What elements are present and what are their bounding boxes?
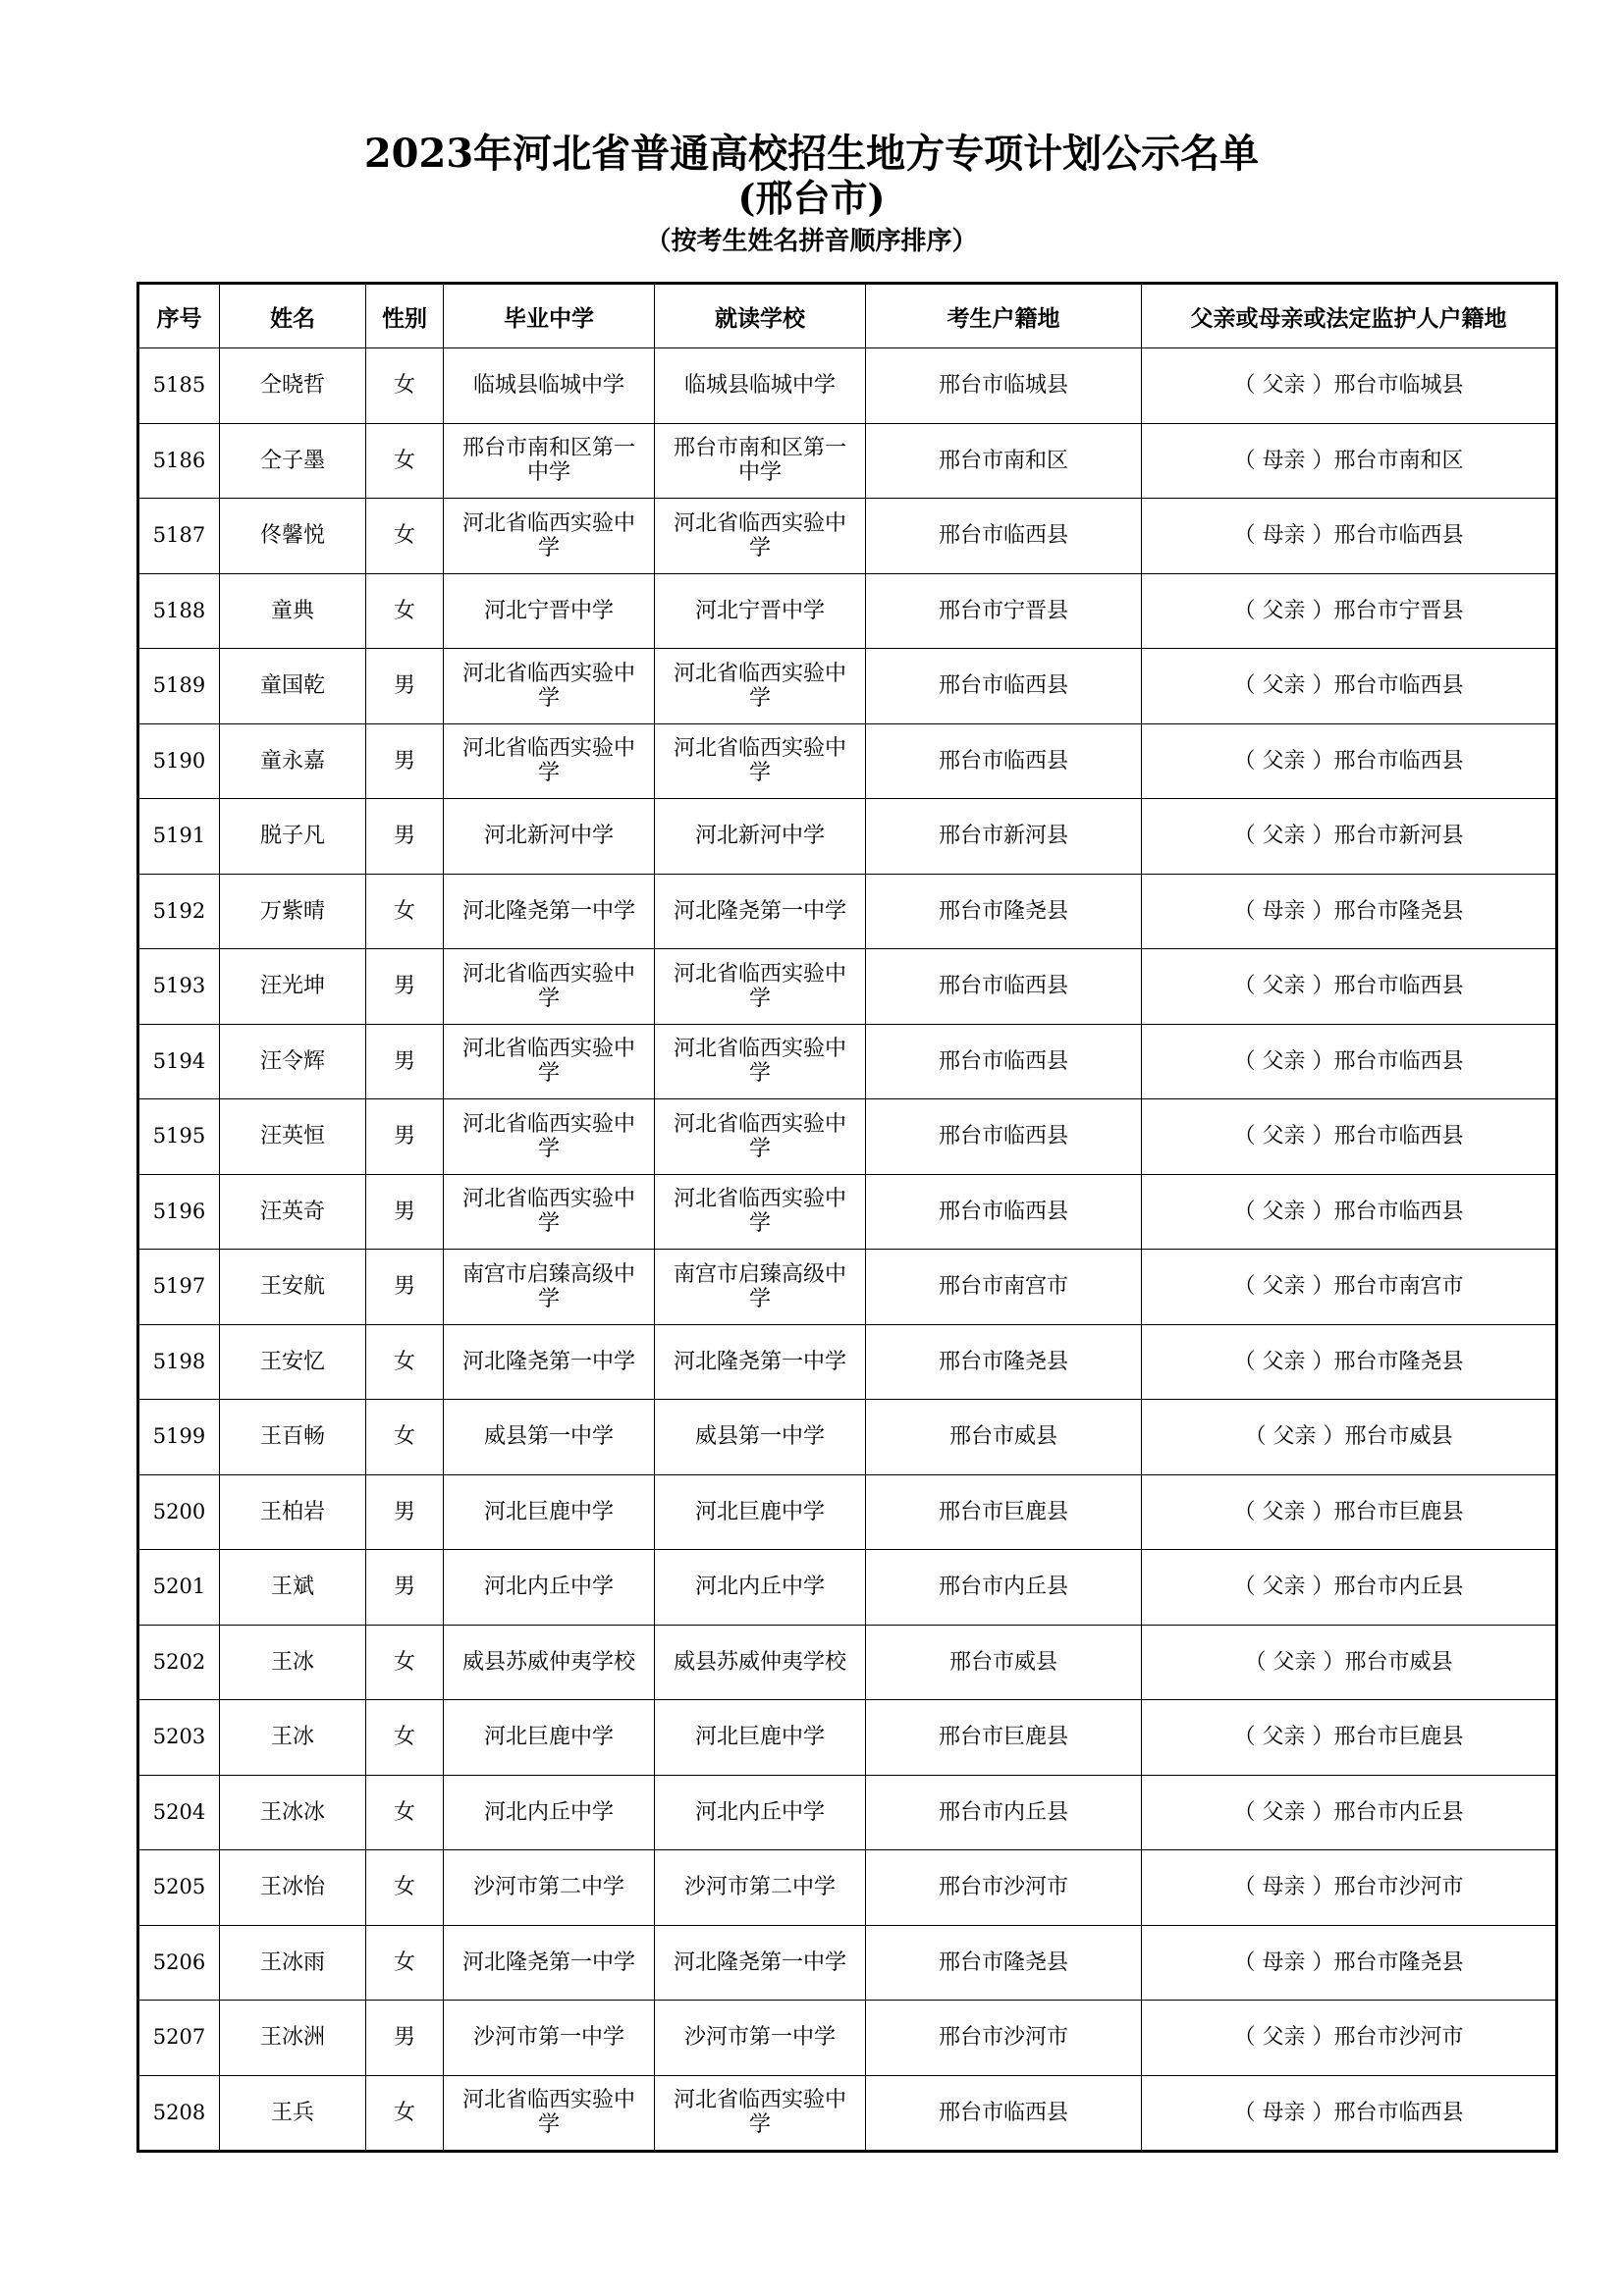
cell-graduation-school xyxy=(444,1550,655,1626)
cell-name: 汪英奇 xyxy=(220,1174,366,1250)
cell-student-hukou: 邢台市临西县 xyxy=(866,1174,1142,1250)
cell-serial: 5203 xyxy=(138,1700,220,1776)
cell-current-school xyxy=(655,649,866,724)
table-header-row xyxy=(138,284,1557,348)
cell-current-school-text: 河北省临西实验中学 xyxy=(673,661,846,711)
cell-graduation-school xyxy=(444,499,655,574)
cell-graduation-school-text: 河北宁晋中学 xyxy=(483,598,614,623)
cell-serial: 5207 xyxy=(138,2001,220,2076)
cell-name: 王柏岩 xyxy=(220,1474,366,1550)
cell-graduation-school xyxy=(444,1400,655,1475)
cell-graduation-school xyxy=(444,1250,655,1325)
cell-graduation-school xyxy=(444,649,655,724)
cell-current-school xyxy=(655,1700,866,1776)
cell-student-hukou: 邢台市巨鹿县 xyxy=(866,1474,1142,1550)
cell-parent-hukou: （ 父亲 ）邢台市南宫市 xyxy=(1142,1250,1557,1325)
cell-graduation-school-text: 河北隆尧第一中学 xyxy=(461,1349,635,1374)
cell-graduation-school xyxy=(444,423,655,499)
cell-current-school-text: 河北省临西实验中学 xyxy=(673,1187,846,1237)
cell-graduation-school xyxy=(444,723,655,799)
cell-gender: 男 xyxy=(366,649,444,724)
admission-list-table xyxy=(136,282,1558,2153)
cell-graduation-school-text: 威县苏威仲夷学校 xyxy=(461,1649,635,1675)
table-row xyxy=(138,1174,1557,1250)
cell-graduation-school-text: 河北省临西实验中学 xyxy=(461,961,635,1011)
cell-gender: 男 xyxy=(366,1474,444,1550)
cell-graduation-school xyxy=(444,1474,655,1550)
cell-student-hukou: 邢台市隆尧县 xyxy=(866,874,1142,949)
cell-graduation-school xyxy=(444,1625,655,1700)
cell-parent-hukou: （ 母亲 ）邢台市临西县 xyxy=(1142,2075,1557,2152)
cell-serial: 5200 xyxy=(138,1474,220,1550)
cell-current-school-text: 河北省临西实验中学 xyxy=(673,736,846,786)
cell-graduation-school-text: 临城县临城中学 xyxy=(472,373,624,399)
cell-gender: 女 xyxy=(366,348,444,424)
cell-gender: 女 xyxy=(366,1625,444,1700)
cell-graduation-school-text: 河北隆尧第一中学 xyxy=(461,1949,635,1975)
cell-student-hukou: 邢台市沙河市 xyxy=(866,1850,1142,1926)
header-current-school: 就读学校 xyxy=(655,284,866,348)
cell-parent-hukou: （ 父亲 ）邢台市新河县 xyxy=(1142,799,1557,875)
table-row xyxy=(138,499,1557,574)
cell-parent-hukou: （ 父亲 ）邢台市临西县 xyxy=(1142,1174,1557,1250)
cell-current-school xyxy=(655,874,866,949)
cell-parent-hukou: （ 父亲 ）邢台市临城县 xyxy=(1142,348,1557,424)
cell-student-hukou: 邢台市临西县 xyxy=(866,1024,1142,1099)
cell-name: 万紫晴 xyxy=(220,874,366,949)
cell-student-hukou: 邢台市隆尧县 xyxy=(866,1324,1142,1400)
cell-gender: 男 xyxy=(366,949,444,1025)
cell-name: 王安忆 xyxy=(220,1324,366,1400)
cell-current-school xyxy=(655,799,866,875)
cell-graduation-school xyxy=(444,1174,655,1250)
table-row xyxy=(138,1400,1557,1475)
cell-student-hukou: 邢台市隆尧县 xyxy=(866,1925,1142,2001)
cell-graduation-school-text: 河北新河中学 xyxy=(483,824,614,849)
cell-graduation-school xyxy=(444,1925,655,2001)
cell-graduation-school-text: 河北内丘中学 xyxy=(483,1575,614,1600)
header-graduation-school: 毕业中学 xyxy=(444,284,655,348)
cell-graduation-school xyxy=(444,949,655,1025)
cell-gender: 女 xyxy=(366,1775,444,1850)
cell-student-hukou: 邢台市临西县 xyxy=(866,1099,1142,1175)
cell-current-school xyxy=(655,1925,866,2001)
cell-current-school-text: 河北省临西实验中学 xyxy=(673,1111,846,1161)
cell-current-school xyxy=(655,1174,866,1250)
cell-name: 仝晓哲 xyxy=(220,348,366,424)
table-row xyxy=(138,799,1557,875)
table-row xyxy=(138,1850,1557,1926)
cell-serial: 5199 xyxy=(138,1400,220,1475)
header-parent-hukou: 父亲或母亲或法定监护人户籍地 xyxy=(1142,284,1557,348)
cell-graduation-school xyxy=(444,1700,655,1776)
cell-gender: 女 xyxy=(366,1400,444,1475)
cell-graduation-school xyxy=(444,874,655,949)
page-title: 2023年河北省普通高校招生地方专项计划公示名单 xyxy=(363,131,1260,177)
cell-current-school-text: 河北新河中学 xyxy=(694,824,825,849)
cell-current-school-text: 河北内丘中学 xyxy=(694,1575,825,1600)
cell-current-school-text: 河北省临西实验中学 xyxy=(673,2088,846,2138)
cell-current-school xyxy=(655,2001,866,2076)
cell-current-school xyxy=(655,1024,866,1099)
cell-serial: 5204 xyxy=(138,1775,220,1850)
table-row xyxy=(138,1700,1557,1776)
cell-parent-hukou: （ 父亲 ）邢台市临西县 xyxy=(1142,649,1557,724)
cell-name: 汪令辉 xyxy=(220,1024,366,1099)
cell-current-school-text: 河北隆尧第一中学 xyxy=(673,1949,846,1975)
cell-serial: 5198 xyxy=(138,1324,220,1400)
cell-gender: 女 xyxy=(366,2075,444,2152)
cell-name: 童典 xyxy=(220,573,366,649)
cell-gender: 男 xyxy=(366,1024,444,1099)
cell-current-school xyxy=(655,949,866,1025)
table-row xyxy=(138,1099,1557,1175)
cell-name: 王安航 xyxy=(220,1250,366,1325)
cell-current-school xyxy=(655,1400,866,1475)
cell-name: 王冰 xyxy=(220,1625,366,1700)
table-row xyxy=(138,423,1557,499)
cell-serial: 5196 xyxy=(138,1174,220,1250)
cell-name: 王百畅 xyxy=(220,1400,366,1475)
cell-serial: 5189 xyxy=(138,649,220,724)
cell-name: 佟馨悦 xyxy=(220,499,366,574)
cell-current-school xyxy=(655,499,866,574)
cell-parent-hukou: （ 父亲 ）邢台市临西县 xyxy=(1142,1024,1557,1099)
cell-graduation-school-text: 南宫市启臻高级中学 xyxy=(461,1261,635,1311)
cell-name: 王冰雨 xyxy=(220,1925,366,2001)
cell-parent-hukou: （ 父亲 ）邢台市宁晋县 xyxy=(1142,573,1557,649)
cell-current-school-text: 威县苏威仲夷学校 xyxy=(673,1649,846,1675)
table-row xyxy=(138,949,1557,1025)
cell-graduation-school xyxy=(444,1099,655,1175)
cell-current-school xyxy=(655,573,866,649)
cell-gender: 男 xyxy=(366,1550,444,1626)
table-row xyxy=(138,1775,1557,1850)
cell-serial: 5193 xyxy=(138,949,220,1025)
cell-graduation-school-text: 河北省临西实验中学 xyxy=(461,1187,635,1237)
cell-graduation-school-text: 邢台市南和区第一中学 xyxy=(461,436,635,486)
table-body xyxy=(138,348,1557,2152)
cell-current-school xyxy=(655,1099,866,1175)
cell-current-school-text: 沙河市第二中学 xyxy=(683,1875,836,1900)
cell-current-school-text: 河北隆尧第一中学 xyxy=(673,898,846,924)
table-row xyxy=(138,1474,1557,1550)
cell-serial: 5206 xyxy=(138,1925,220,2001)
cell-student-hukou: 邢台市威县 xyxy=(866,1625,1142,1700)
cell-gender: 女 xyxy=(366,1925,444,2001)
cell-serial: 5195 xyxy=(138,1099,220,1175)
table-row xyxy=(138,2075,1557,2152)
cell-gender: 女 xyxy=(366,1700,444,1776)
table-row xyxy=(138,2001,1557,2076)
table-row xyxy=(138,1324,1557,1400)
table-row xyxy=(138,573,1557,649)
header-gender: 性别 xyxy=(366,284,444,348)
cell-graduation-school-text: 河北隆尧第一中学 xyxy=(461,898,635,924)
cell-serial: 5188 xyxy=(138,573,220,649)
cell-serial: 5208 xyxy=(138,2075,220,2152)
cell-current-school-text: 威县第一中学 xyxy=(694,1424,825,1450)
cell-student-hukou: 邢台市新河县 xyxy=(866,799,1142,875)
cell-serial: 5192 xyxy=(138,874,220,949)
cell-student-hukou: 邢台市临西县 xyxy=(866,723,1142,799)
cell-gender: 女 xyxy=(366,1850,444,1926)
cell-current-school xyxy=(655,723,866,799)
cell-current-school-text: 邢台市南和区第一中学 xyxy=(673,436,846,486)
cell-name: 童永嘉 xyxy=(220,723,366,799)
cell-graduation-school xyxy=(444,1850,655,1926)
cell-student-hukou: 邢台市临西县 xyxy=(866,499,1142,574)
cell-name: 汪光坤 xyxy=(220,949,366,1025)
cell-student-hukou: 邢台市南宫市 xyxy=(866,1250,1142,1325)
cell-parent-hukou: （ 父亲 ）邢台市临西县 xyxy=(1142,1099,1557,1175)
cell-gender: 女 xyxy=(366,1324,444,1400)
cell-current-school-text: 南宫市启臻高级中学 xyxy=(673,1261,846,1311)
cell-current-school xyxy=(655,1625,866,1700)
cell-student-hukou: 邢台市内丘县 xyxy=(866,1550,1142,1626)
cell-graduation-school-text: 河北省临西实验中学 xyxy=(461,661,635,711)
cell-current-school-text: 河北巨鹿中学 xyxy=(694,1725,825,1750)
cell-graduation-school-text: 沙河市第一中学 xyxy=(472,2025,624,2051)
cell-graduation-school xyxy=(444,1024,655,1099)
header-name: 姓名 xyxy=(220,284,366,348)
cell-graduation-school xyxy=(444,2001,655,2076)
cell-student-hukou: 邢台市巨鹿县 xyxy=(866,1700,1142,1776)
cell-current-school-text: 河北宁晋中学 xyxy=(694,598,825,623)
cell-serial: 5185 xyxy=(138,348,220,424)
cell-graduation-school xyxy=(444,348,655,424)
cell-current-school xyxy=(655,348,866,424)
cell-parent-hukou: （ 父亲 ）邢台市内丘县 xyxy=(1142,1550,1557,1626)
table-row xyxy=(138,1024,1557,1099)
cell-current-school-text: 沙河市第一中学 xyxy=(683,2025,836,2051)
table-row xyxy=(138,1250,1557,1325)
cell-gender: 男 xyxy=(366,1250,444,1325)
cell-name: 王冰 xyxy=(220,1700,366,1776)
cell-current-school-text: 河北隆尧第一中学 xyxy=(673,1349,846,1374)
cell-graduation-school xyxy=(444,1324,655,1400)
cell-student-hukou: 邢台市内丘县 xyxy=(866,1775,1142,1850)
cell-name: 王斌 xyxy=(220,1550,366,1626)
cell-parent-hukou: （ 母亲 ）邢台市隆尧县 xyxy=(1142,874,1557,949)
cell-gender: 男 xyxy=(366,799,444,875)
cell-student-hukou: 邢台市临西县 xyxy=(866,949,1142,1025)
cell-current-school xyxy=(655,1775,866,1850)
cell-serial: 5191 xyxy=(138,799,220,875)
cell-parent-hukou: （ 父亲 ）邢台市临西县 xyxy=(1142,723,1557,799)
sort-note: （按考生姓名拼音顺序排序） xyxy=(645,227,978,256)
cell-serial: 5202 xyxy=(138,1625,220,1700)
cell-current-school-text: 河北省临西实验中学 xyxy=(673,1037,846,1087)
cell-name: 王冰冰 xyxy=(220,1775,366,1850)
cell-graduation-school-text: 河北省临西实验中学 xyxy=(461,510,635,561)
table-row xyxy=(138,348,1557,424)
cell-graduation-school-text: 河北巨鹿中学 xyxy=(483,1499,614,1524)
cell-student-hukou: 邢台市南和区 xyxy=(866,423,1142,499)
cell-graduation-school xyxy=(444,1775,655,1850)
cell-gender: 男 xyxy=(366,723,444,799)
cell-gender: 女 xyxy=(366,573,444,649)
cell-serial: 5186 xyxy=(138,423,220,499)
cell-current-school-text: 河北省临西实验中学 xyxy=(673,510,846,561)
cell-student-hukou: 邢台市宁晋县 xyxy=(866,573,1142,649)
cell-student-hukou: 邢台市威县 xyxy=(866,1400,1142,1475)
cell-parent-hukou: （ 母亲 ）邢台市南和区 xyxy=(1142,423,1557,499)
cell-graduation-school xyxy=(444,799,655,875)
cell-name: 王冰怡 xyxy=(220,1850,366,1926)
cell-serial: 5194 xyxy=(138,1024,220,1099)
cell-serial: 5187 xyxy=(138,499,220,574)
cell-name: 脱子凡 xyxy=(220,799,366,875)
cell-current-school xyxy=(655,1324,866,1400)
cell-parent-hukou: （ 母亲 ）邢台市沙河市 xyxy=(1142,1850,1557,1926)
cell-gender: 男 xyxy=(366,1099,444,1175)
cell-name: 仝子墨 xyxy=(220,423,366,499)
cell-graduation-school-text: 威县第一中学 xyxy=(483,1424,614,1450)
cell-current-school xyxy=(655,1250,866,1325)
cell-serial: 5201 xyxy=(138,1550,220,1626)
cell-parent-hukou: （ 母亲 ）邢台市临西县 xyxy=(1142,499,1557,574)
cell-graduation-school-text: 河北省临西实验中学 xyxy=(461,2088,635,2138)
cell-graduation-school-text: 河北巨鹿中学 xyxy=(483,1725,614,1750)
cell-name: 王兵 xyxy=(220,2075,366,2152)
cell-parent-hukou: （ 父亲 ）邢台市沙河市 xyxy=(1142,2001,1557,2076)
cell-parent-hukou: （ 父亲 ）邢台市巨鹿县 xyxy=(1142,1474,1557,1550)
table-row xyxy=(138,723,1557,799)
cell-graduation-school xyxy=(444,573,655,649)
cell-current-school-text: 河北巨鹿中学 xyxy=(694,1499,825,1524)
header-student-hukou: 考生户籍地 xyxy=(866,284,1142,348)
cell-current-school-text: 临城县临城中学 xyxy=(683,373,836,399)
cell-parent-hukou: （ 父亲 ）邢台市内丘县 xyxy=(1142,1775,1557,1850)
cell-graduation-school-text: 沙河市第二中学 xyxy=(472,1875,624,1900)
cell-name: 汪英恒 xyxy=(220,1099,366,1175)
cell-current-school-text: 河北省临西实验中学 xyxy=(673,961,846,1011)
header-serial: 序号 xyxy=(138,284,220,348)
cell-graduation-school xyxy=(444,2075,655,2152)
cell-student-hukou: 邢台市沙河市 xyxy=(866,2001,1142,2076)
cell-serial: 5190 xyxy=(138,723,220,799)
cell-parent-hukou: （ 父亲 ）邢台市临西县 xyxy=(1142,949,1557,1025)
cell-current-school xyxy=(655,1550,866,1626)
cell-parent-hukou: （ 父亲 ）邢台市威县 xyxy=(1142,1625,1557,1700)
table-row xyxy=(138,649,1557,724)
cell-gender: 女 xyxy=(366,423,444,499)
cell-graduation-school-text: 河北内丘中学 xyxy=(483,1799,614,1825)
cell-parent-hukou: （ 父亲 ）邢台市巨鹿县 xyxy=(1142,1700,1557,1776)
table-row xyxy=(138,874,1557,949)
cell-serial: 5205 xyxy=(138,1850,220,1926)
cell-graduation-school-text: 河北省临西实验中学 xyxy=(461,1037,635,1087)
cell-current-school xyxy=(655,2075,866,2152)
cell-gender: 女 xyxy=(366,874,444,949)
cell-parent-hukou: （ 父亲 ）邢台市威县 xyxy=(1142,1400,1557,1475)
cell-graduation-school-text: 河北省临西实验中学 xyxy=(461,1111,635,1161)
table-row xyxy=(138,1625,1557,1700)
cell-name: 王冰洲 xyxy=(220,2001,366,2076)
cell-graduation-school-text: 河北省临西实验中学 xyxy=(461,736,635,786)
cell-student-hukou: 邢台市临西县 xyxy=(866,649,1142,724)
table-row xyxy=(138,1925,1557,2001)
cell-parent-hukou: （ 父亲 ）邢台市隆尧县 xyxy=(1142,1324,1557,1400)
cell-gender: 女 xyxy=(366,499,444,574)
cell-student-hukou: 邢台市临西县 xyxy=(866,2075,1142,2152)
cell-serial: 5197 xyxy=(138,1250,220,1325)
page-subtitle: (邢台市) xyxy=(737,176,886,220)
cell-name: 童国乾 xyxy=(220,649,366,724)
cell-current-school xyxy=(655,1850,866,1926)
cell-student-hukou: 邢台市临城县 xyxy=(866,348,1142,424)
cell-current-school xyxy=(655,1474,866,1550)
cell-parent-hukou: （ 母亲 ）邢台市隆尧县 xyxy=(1142,1925,1557,2001)
cell-gender: 男 xyxy=(366,1174,444,1250)
cell-current-school xyxy=(655,423,866,499)
cell-current-school-text: 河北内丘中学 xyxy=(694,1799,825,1825)
table-row xyxy=(138,1550,1557,1626)
cell-gender: 男 xyxy=(366,2001,444,2076)
